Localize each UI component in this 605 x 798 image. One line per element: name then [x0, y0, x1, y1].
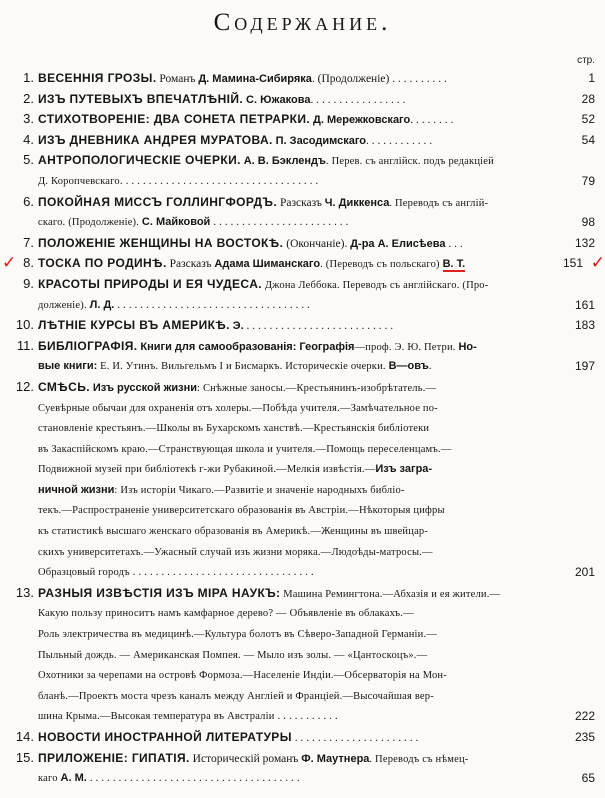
entry-text-line: Суевѣрные обычаи для охраненія отъ холеры.—Побѣда учителя.—Замѣчательное по- — [38, 402, 438, 414]
entry-text-line: Роль электричества въ медицинѣ.—Культура болотъ въ Сѣверо-Западной Германіи.— — [38, 629, 438, 641]
contents-entry — [0, 253, 605, 274]
entry-page-number: 201 — [574, 565, 595, 580]
contents-entry — [0, 336, 605, 377]
entry-page-number: 28 — [581, 91, 595, 106]
entry-page-number: 1 — [588, 71, 595, 85]
entry-text-line: каго А. М. . . . . . . . . . . . . . . . . . . . . . . . . . . . . . . . . . . . . . — [38, 772, 300, 785]
page-title: Содержание. — [213, 9, 392, 36]
contents-entry — [0, 583, 605, 727]
entry-text-line: Какую пользу приноситъ намъ камфарное дерево? — Объявленіе въ облакахъ.— — [38, 608, 414, 620]
entry-page-number: 98 — [581, 215, 595, 230]
entry-text-line: вые книги: Е. И. Утинъ. Вильгельмъ I и Бисмаркъ. Историческіе очерки. В—овъ. — [38, 360, 432, 373]
entry-page-number: 54 — [581, 132, 595, 147]
entry-text-line: скихъ университетахъ.—Ужасный случай изъ жизни моряка.—Людоѣды-матросы.— — [38, 546, 433, 558]
entry-number: 8. — [23, 255, 34, 271]
entry-text-line: ПОКОЙНАЯ МИССЪ ГОЛЛИНГФОРДЪ. Разсказъ Ч. Диккенса. Переводъ съ англій- — [38, 194, 489, 209]
entry-text-line: КРАСОТЫ ПРИРОДЫ И ЕЯ ЧУДЕСА. Джона Леббока. Переводъ съ англійскаго. (Про- — [38, 276, 489, 291]
contents-entry — [0, 315, 605, 336]
entry-text-line: бланѣ.—Проектъ моста чрезъ каналъ между Англіей и Франціей.—Высочайшая вер- — [38, 690, 434, 702]
entry-page-number: 222 — [574, 709, 595, 724]
entry-number: 2. — [23, 90, 34, 106]
contents-entry — [0, 89, 605, 110]
entry-number: 13. — [15, 584, 34, 600]
entry-number: 9. — [23, 275, 34, 291]
entry-page-number: 65 — [581, 771, 595, 786]
entry-page-number: 151 — [562, 256, 583, 271]
entry-text-line: въ Закаспійскомъ краю.—Странствующая школа и учителя.—Помощь переселенцамъ.— — [38, 443, 452, 455]
contents-entry — [0, 233, 605, 254]
entry-text-line: РАЗНЫЯ ИЗВѢСТІЯ ИЗЪ МІРА НАУКЪ: Машина Ремингтона.—Абхазія и ея жители.— — [38, 585, 501, 600]
entry-text-line: скаго. (Продолженіе). С. Майковой . . . . . . . . . . . . . . . . . . . . . . . . — [38, 216, 349, 229]
entry-text-line: АНТРОПОЛОГИЧЕСКІЕ ОЧЕРКИ. А. В. Бэклендъ. Перев. съ англійск. подъ редакціей — [38, 153, 494, 168]
entry-text-line: долженіе). Л. Д. . . . . . . . . . . . . . . . . . . . . . . . . . . . . . . . . . . — [38, 298, 310, 311]
entry-text-line: СМѢСЬ. Изъ русской жизни: Снѣжные заносы.—Крестьянинъ-изобрѣтатель.— — [38, 379, 437, 394]
entry-page-number: 79 — [581, 173, 595, 188]
page-column-header: стр. — [577, 55, 595, 66]
entry-number: 7. — [23, 234, 34, 250]
red-checkmark-icon: ✓ — [590, 253, 605, 274]
entry-page-number: 235 — [574, 730, 595, 744]
entry-number: 14. — [15, 729, 34, 744]
entry-text-line: къ статистикѣ высшаго женскаго образованія въ Америкѣ.—Женщины въ швейцар- — [38, 526, 429, 538]
entry-number: 5. — [23, 152, 34, 168]
contents-entry — [0, 377, 605, 583]
contents-entry — [0, 748, 605, 789]
entry-number: 10. — [15, 317, 34, 333]
entry-text-line: ИЗЪ ПУТЕВЫХЪ ВПЕЧАТЛѢНІЙ. С. Южакова. . . . . . . . . . . . . . . . . — [38, 91, 406, 106]
entry-number: 11. — [16, 337, 34, 353]
entry-text-line: ТОСКА ПО РОДИНѢ. Разсказъ Адама Шиманскаго. (Переводъ съ польскаго) В. Т. — [38, 256, 466, 271]
entry-text-line: Д. Коропчевскаго. . . . . . . . . . . . . . . . . . . . . . . . . . . . . . . . . . . — [38, 174, 319, 187]
entry-number: 15. — [15, 749, 34, 765]
entry-text-line: ПОЛОЖЕНІЕ ЖЕНЩИНЫ НА ВОСТОКѢ. (Окончаніе). Д-ра А. Елисѣева . . . — [38, 235, 463, 250]
entry-page-number: 183 — [574, 318, 595, 333]
entry-page-number: 197 — [574, 359, 595, 374]
entry-page-number: 161 — [574, 297, 595, 312]
contents-entry — [0, 68, 605, 89]
entry-page-number: 132 — [574, 235, 595, 250]
entry-number: 4. — [23, 131, 34, 147]
entry-text-line: БИБЛІОГРАФІЯ. Книги для самообразованія: Географія—проф. Э. Ю. Петри. Но- — [38, 338, 477, 353]
entry-number: 12. — [15, 378, 34, 394]
entry-text-line: шина Крыма.—Высокая температура въ Австраліи . . . . . . . . . . . — [38, 710, 338, 723]
entry-text-line: СТИХОТВОРЕНІЕ: ДВА СОНЕТА ПЕТРАРКИ. Д. Мережковскаго. . . . . . . . — [38, 112, 454, 127]
entry-text-line: ПРИЛОЖЕНІЕ: ГИПАТІЯ. Историческій романъ Ф. Маутнера. Переводъ съ нѣмец- — [38, 750, 469, 765]
entry-text-line: ИЗЪ ДНЕВНИКА АНДРЕЯ МУРАТОВА. П. Засодимскаго. . . . . . . . . . . . — [38, 132, 433, 147]
entry-text-line: текъ.—Распространеніе университетскаго образованія въ Австріи.—Нѣкоторыя цифры — [38, 505, 445, 517]
contents-list — [0, 68, 605, 789]
contents-entry — [0, 130, 605, 151]
entry-text-line: ВЕСЕННІЯ ГРОЗЫ. Романъ Д. Мамина-Сибиряка. (Продолженіе) . . . . . . . . . . — [38, 71, 447, 85]
entry-page-number: 52 — [581, 112, 595, 127]
entry-text-line: Образцовый городъ . . . . . . . . . . . . . . . . . . . . . . . . . . . . . . . . — [38, 566, 314, 579]
entry-number: 1. — [23, 70, 34, 85]
entry-number: 3. — [23, 111, 34, 127]
contents-entry — [0, 274, 605, 315]
contents-entry — [0, 727, 605, 748]
entry-text-line: ЛѢТНІЕ КУРСЫ ВЪ АМЕРИКѢ. Э. . . . . . . . . . . . . . . . . . . . . . . . . . . — [38, 318, 394, 333]
entry-text-line: Подвижной музей при библіотекѣ г-жи Рубакиной.—Мелкія извѣстія.—Изъ загра- — [38, 463, 433, 476]
contents-entry — [0, 150, 605, 191]
contents-entry — [0, 192, 605, 233]
entry-text-line: ничной жизни: Изъ исторіи Чикаго.—Развитіе и значеніе народныхъ библіо- — [38, 483, 405, 496]
entry-text-line: Пыльный дождь. — Американская Помпея. — Мыло изъ золы. — «Цантоскоцъ».— — [38, 649, 428, 661]
entry-text-line: становленіе крестьянъ.—Школы въ Бухарскомъ ханствѣ.—Крестьянскія библіотеки — [38, 423, 430, 435]
entry-text-line: НОВОСТИ ИНОСТРАННОЙ ЛИТЕРАТУРЫ . . . . . . . . . . . . . . . . . . . . . . — [38, 730, 419, 744]
contents-entry — [0, 109, 605, 130]
entry-text-line: Охотники за черепами на островѣ Формоза.—Населеніе Индіи.—Обсерваторія на Мон- — [38, 670, 447, 682]
entry-number: 6. — [23, 193, 34, 209]
red-checkmark-icon: ✓ — [2, 253, 17, 274]
